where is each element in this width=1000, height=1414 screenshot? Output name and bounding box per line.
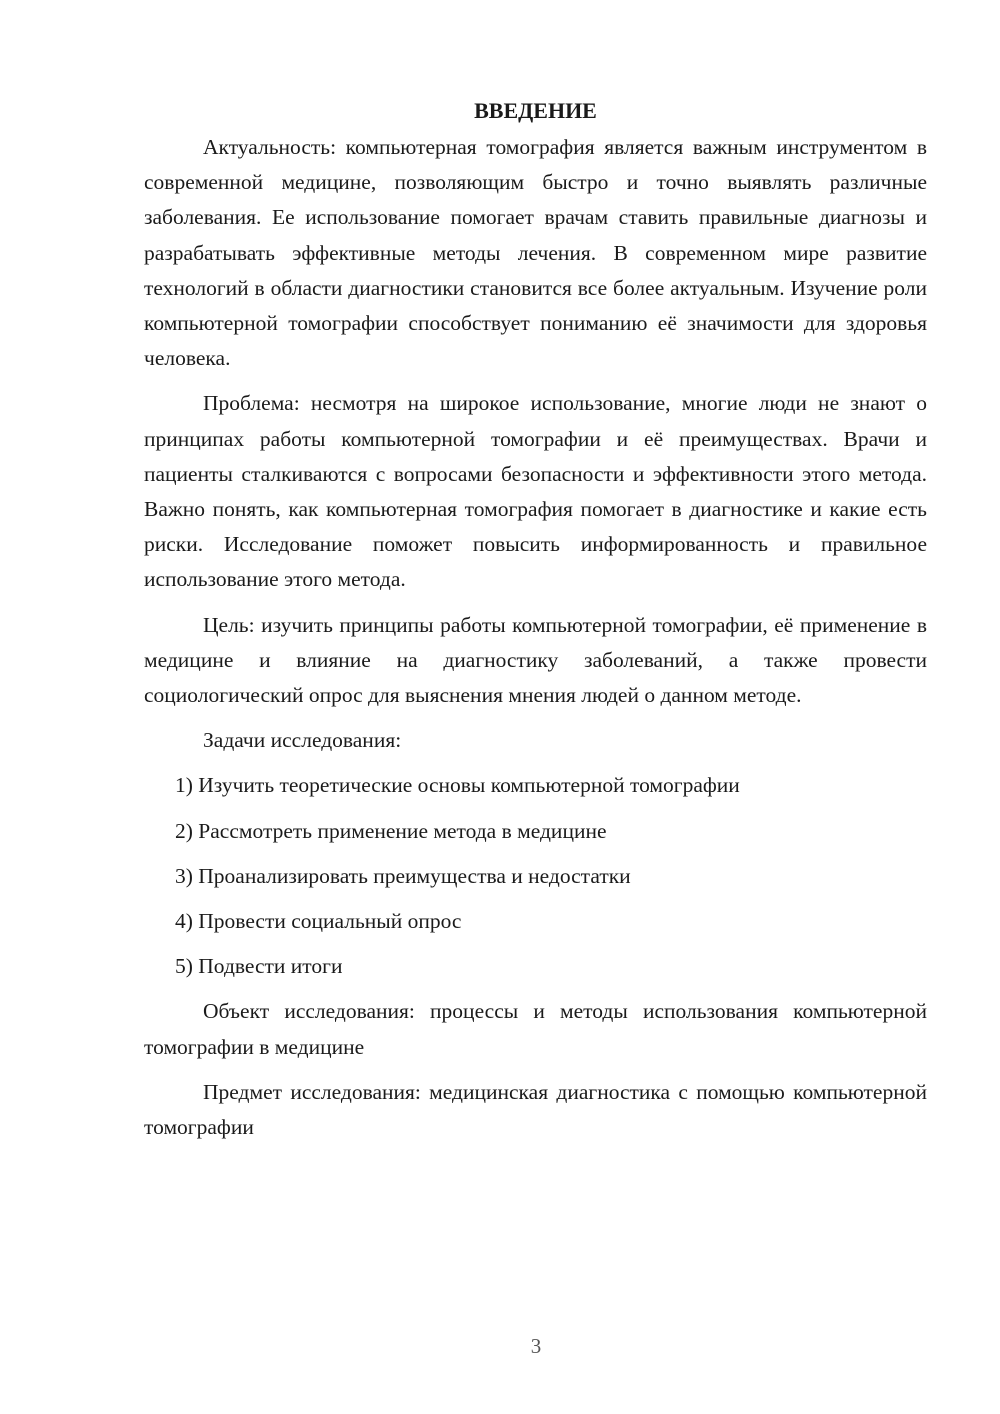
- page-content: [144, 96, 927, 1155]
- list-item: 1) Изучить теоретические основы компьютерной томографии: [175, 773, 740, 798]
- object-paragraph: Объект исследования: процессы и методы использования компьютерной томографии в медицине: [144, 999, 927, 1059]
- list-item: 5) Подвести итоги: [175, 954, 343, 979]
- list-item: 4) Провести социальный опрос: [175, 909, 462, 934]
- list-item: 3) Проанализировать преимущества и недостатки: [175, 863, 631, 888]
- list-item: 2) Рассмотреть применение метода в медицине: [175, 818, 607, 843]
- problem-paragraph: Проблема: несмотря на широкое использование, многие люди не знают о принципах работы компьютерной томографии и её преимуществах. Врачи и пациенты сталкиваются с вопросами безопасности и эффективности этого метода. Важно понять, как компьютерная томография помогает в диагностике и какие есть риски. Исследование поможет повысить информированность и правильное использование этого метода.: [144, 391, 927, 592]
- section-heading: ВВЕДЕНИЕ: [474, 98, 597, 123]
- goal-paragraph: Цель: изучить принципы работы компьютерной томографии, её применение в медицине и влияние на диагностику заболеваний, а также провести социологический опрос для выяснения мнения людей о данном методе.: [144, 612, 927, 708]
- task-list: [144, 768, 927, 984]
- relevance-paragraph: Актуальность: компьютерная томография является важным инструментом в современной медицине, позволяющим быстро и точно выявлять различные заболевания. Ее использование помогает врачам ставить правильные диагнозы и разрабатывать эффективные методы лечения. В современном мире развитие технологий в области диагностики становится все более актуальным. Изучение роли компьютерной томографии способствует пониманию её значимости для здоровья человека.: [144, 135, 927, 371]
- tasks-heading: Задачи исследования:: [203, 728, 402, 753]
- subject-paragraph: Предмет исследования: медицинская диагностика с помощью компьютерной томографии: [144, 1079, 927, 1140]
- page-number: 3: [530, 1334, 542, 1358]
